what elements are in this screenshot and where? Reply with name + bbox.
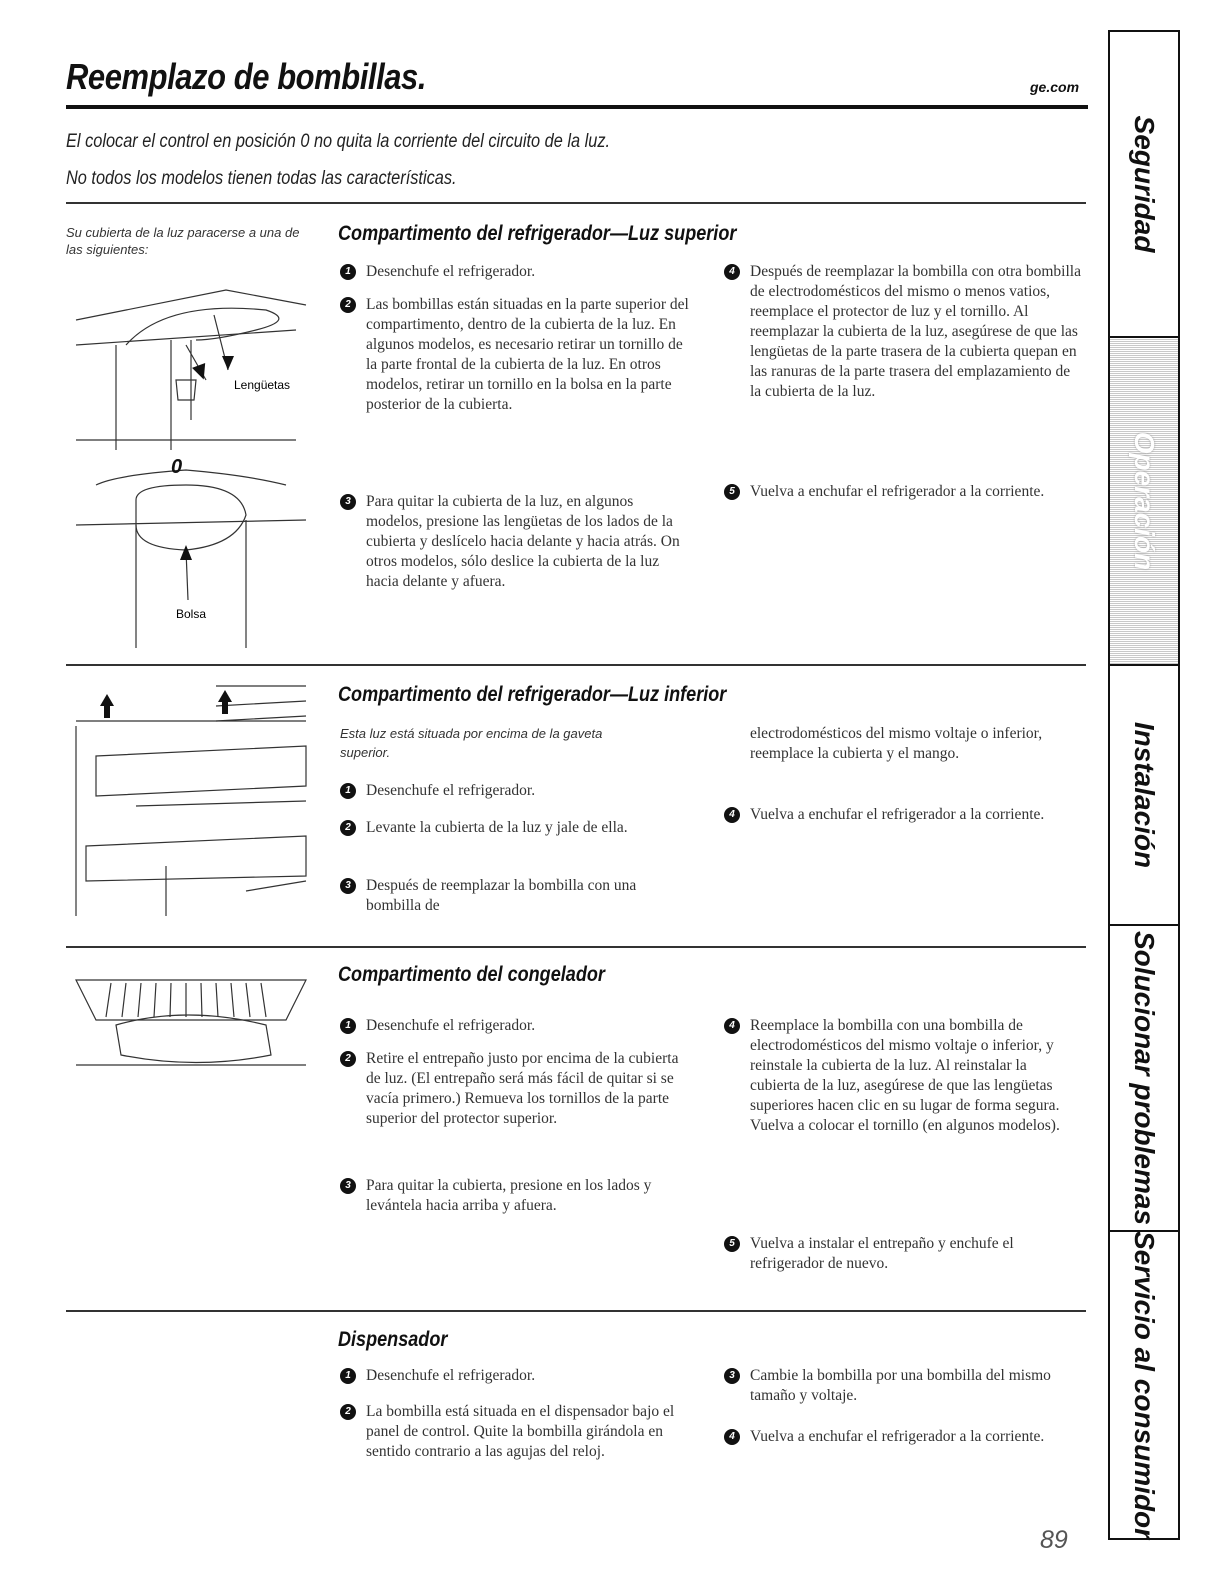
side-tab-bar [1108,30,1180,1540]
section-heading-freezer: Compartimento del congelador [338,963,605,986]
upper-step-2: 2 Las bombillas están situadas en la parte superior del compartimento, dentro de la cubierta de la luz. En algunos modelos, es necesario retirar un tornillo de la parte frontal de la cubierta de la luz. En otros modelos, retirar un tornillo en la bolsa en la parte posterior de la cubierta. [340,295,690,415]
site-url: ge.com [1030,79,1080,95]
freezer-step-3: 3 Para quitar la cubierta, presione en los lados y levántela hacia arriba y afuera. [340,1176,685,1216]
page-number: 89 [1040,1526,1068,1554]
tab-servicio-al-consumidor[interactable] [1110,1232,1178,1538]
divider [66,946,1086,948]
dispenser-step-2: 2 La bombilla está situada en el dispensador bajo el panel de control. Quite la bombilla girándola en sentido contrario a las agujas del reloj. [340,1402,690,1462]
tab-seguridad[interactable] [1110,32,1178,338]
section-heading-dispenser: Dispensador [338,1328,448,1351]
figure-caption: Su cubierta de la luz paracerse a una de las siguientes: [66,225,300,257]
tab-label: Servicio al consumidor [1129,1230,1160,1540]
freezer-light-illustration [66,965,316,1080]
tab-label: Seguridad [1129,115,1160,253]
section-heading-upper: Compartimento del refrigerador—Luz superior [338,222,737,245]
divider [66,202,1086,204]
page-title: Reemplazo de bombillas. [66,56,427,97]
lower-step-2: 2 Levante la cubierta de la luz y jale de ella. [340,818,680,838]
tab-instalacion[interactable] [1110,666,1178,926]
header-rule [66,105,1088,109]
freezer-step-2: 2 Retire el entrepaño justo por encima de la cubierta de luz. (El entrepaño será más fácil de quitar si se vacía primero.) Remueva los tornillos de la parte superior del protector superior. [340,1049,685,1129]
divider [66,664,1086,666]
tabs-label: Lengüetas [234,378,291,392]
note-models: No todos los modelos tienen todas las características. [66,168,457,189]
lower-step-3-cont: electrodomésticos del mismo voltaje o inferior, reemplace la cubierta y el mango. [750,725,1043,762]
lower-step-3: 3 Después de reemplazar la bombilla con una bombilla de [340,876,670,916]
dispenser-step-3: 3 Cambie la bombilla por una bombilla del mismo tamaño y voltaje. [724,1366,1074,1406]
upper-step-1: 1 Desenchufe el refrigerador. [340,262,695,282]
dispenser-step-1: 1 Desenchufe el refrigerador. [340,1366,680,1386]
freezer-step-1: 1 Desenchufe el refrigerador. [340,1016,680,1036]
lower-step-4: 4 Vuelva a enchufar el refrigerador a la corriente. [724,805,1054,825]
tab-solucionar-problemas[interactable] [1110,926,1178,1232]
freezer-step-4: 4 Reemplace la bombilla con una bombilla de electrodomésticos del mismo voltaje o inferior, y reinstale la cubierta de la luz. Al reinstalar la cubierta de la luz, asegúrese de que las lengüetas superiores hacen clic en su lugar de forma segura. Vuelva a colocar el tornillo (en algunos modelos). [724,1016,1064,1136]
lower-light-illustration [66,676,316,921]
section-heading-lower: Compartimento del refrigerador—Luz inferior [338,683,727,706]
tab-label: Instalación [1129,721,1160,869]
lower-step-1: 1 Desenchufe el refrigerador. [340,781,680,801]
dispenser-step-4: 4 Vuelva a enchufar el refrigerador a la corriente. [724,1427,1064,1447]
upper-step-5: 5 Vuelva a enchufar el refrigerador a la corriente. [724,482,1064,502]
upper-step-4: 4 Después de reemplazar la bombilla con otra bombilla de electrodomésticos del mismo o menos vatios, reemplace el protector de luz y el tornillo. Al reemplazar la cubierta de la luz, asegúrese de que las lengüetas de la parte trasera de la cubierta quepan en las ranuras de la parte trasera del emplazamiento de la cubierta de la luz. [724,262,1084,402]
light-cover-illustration [66,270,316,665]
tab-label: Solucionar problemas [1129,930,1160,1226]
tab-label: Operación [1129,431,1160,571]
divider [66,1310,1086,1312]
upper-step-3: 3 Para quitar la cubierta de la luz, en algunos modelos, presione las lengüetas de los lados de la cubierta y deslícelo hacia delante y hacia atrás. On otros modelos, sólo deslice la cubierta de la luz hacia delante y afuera. [340,492,690,592]
lower-subtext: Esta luz está situada por encima de la gaveta superior. [340,726,603,760]
bag-label: Bolsa [176,607,207,621]
zero-label: 0 [171,456,183,478]
note-power: El colocar el control en posición 0 no quita la corriente del circuito de la luz. [66,131,611,152]
tab-operacion[interactable] [1110,338,1178,666]
freezer-step-5: 5 Vuelva a instalar el entrepaño y enchufe el refrigerador de nuevo. [724,1234,1064,1274]
